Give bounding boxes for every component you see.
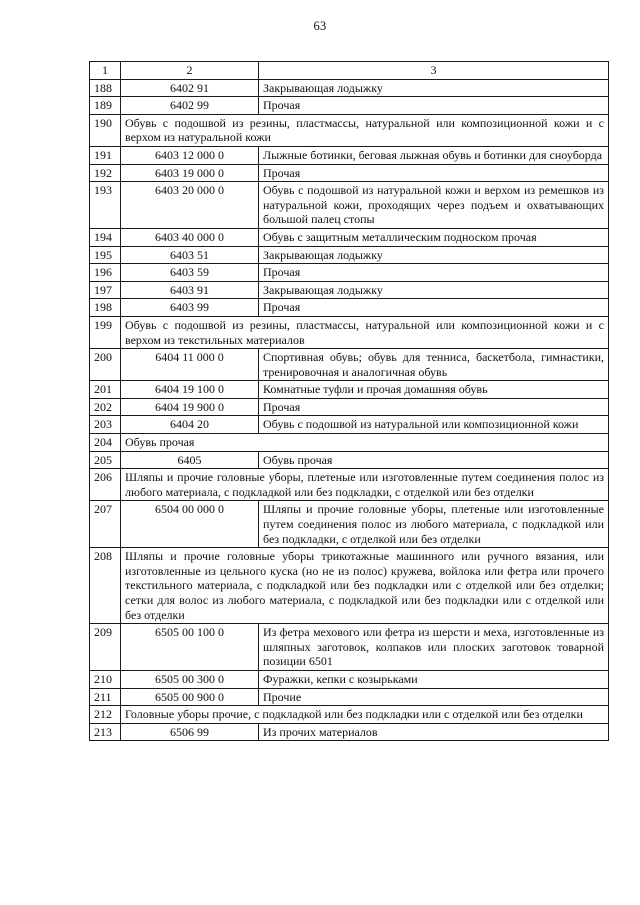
row-code: 6403 51: [121, 246, 259, 264]
row-number: 205: [90, 451, 121, 469]
row-code: 6403 12 000 0: [121, 146, 259, 164]
row-code: 6404 19 100 0: [121, 381, 259, 399]
row-number: 199: [90, 316, 121, 348]
header-col-3: 3: [259, 62, 609, 80]
row-code: 6402 91: [121, 79, 259, 97]
row-description: Закрывающая лодыжку: [259, 79, 609, 97]
table-row: [90, 246, 609, 264]
table-row: [90, 146, 609, 164]
table-row: [90, 670, 609, 688]
table-row: [90, 723, 609, 741]
row-number: 195: [90, 246, 121, 264]
row-group-description: Обувь с подошвой из резины, пластмассы, натуральной или композиционной кожи и с верхом из натуральной кожи: [121, 114, 609, 146]
row-code: 6506 99: [121, 723, 259, 741]
row-number: 213: [90, 723, 121, 741]
page-number: 63: [313, 19, 327, 33]
row-group-description: Обувь с подошвой из резины, пластмассы, натуральной или композиционной кожи и с верхом из текстильных материалов: [121, 316, 609, 348]
row-number: 208: [90, 548, 121, 624]
row-number: 196: [90, 264, 121, 282]
table-row: [90, 164, 609, 182]
table-row: [90, 182, 609, 229]
header-col-1: 1: [90, 62, 121, 80]
row-description: Обувь с подошвой из натуральной или композиционной кожи: [259, 416, 609, 434]
row-number: 204: [90, 434, 121, 452]
row-description: Обувь прочая: [259, 451, 609, 469]
row-code: 6403 20 000 0: [121, 182, 259, 229]
row-description: Прочая: [259, 97, 609, 115]
row-code: 6403 59: [121, 264, 259, 282]
row-description: Прочие: [259, 688, 609, 706]
table-header-row: [90, 62, 609, 80]
row-code: 6404 20: [121, 416, 259, 434]
row-number: 192: [90, 164, 121, 182]
table-row: [90, 281, 609, 299]
row-description: Прочая: [259, 264, 609, 282]
row-code: 6505 00 100 0: [121, 624, 259, 671]
row-code: 6404 11 000 0: [121, 349, 259, 381]
row-number: 212: [90, 706, 121, 724]
row-description: Комнатные туфли и прочая домашняя обувь: [259, 381, 609, 399]
row-code: 6505 00 300 0: [121, 670, 259, 688]
row-number: 200: [90, 349, 121, 381]
row-number: 210: [90, 670, 121, 688]
row-number: 206: [90, 469, 121, 501]
row-description: Прочая: [259, 164, 609, 182]
row-description: Закрывающая лодыжку: [259, 246, 609, 264]
table-row: [90, 228, 609, 246]
table-row: [90, 398, 609, 416]
row-number: 203: [90, 416, 121, 434]
row-description: Обувь с защитным металлическим подноском прочая: [259, 228, 609, 246]
row-code: 6402 99: [121, 97, 259, 115]
row-group-description: Обувь прочая: [121, 434, 609, 452]
row-group-description: Головные уборы прочие, с подкладкой или без подкладки или с отделкой или без отделки: [121, 706, 609, 724]
table-row: [90, 688, 609, 706]
row-group-description: Шляпы и прочие головные уборы, плетеные или изготовленные путем соединения полос из любого материала, с подкладкой или без подкладки, с отделкой или без отделки: [121, 469, 609, 501]
row-description: Шляпы и прочие головные уборы, плетеные или изготовленные путем соединения полос из любого материала, с подкладкой или без подкладки, с отделкой или без отделки: [259, 501, 609, 548]
row-code: 6403 19 000 0: [121, 164, 259, 182]
row-number: 188: [90, 79, 121, 97]
row-number: 190: [90, 114, 121, 146]
table-row: [90, 548, 609, 624]
header-col-2: 2: [121, 62, 259, 80]
row-number: 207: [90, 501, 121, 548]
table-row: [90, 299, 609, 317]
row-description: Обувь с подошвой из натуральной кожи и верхом из ремешков из натуральной кожи, проходящих через подъем и охватывающих большой палец стопы: [259, 182, 609, 229]
row-number: 197: [90, 281, 121, 299]
row-number: 202: [90, 398, 121, 416]
row-description: Закрывающая лодыжку: [259, 281, 609, 299]
row-number: 193: [90, 182, 121, 229]
table-row: [90, 97, 609, 115]
row-code: 6405: [121, 451, 259, 469]
table-row: [90, 469, 609, 501]
row-description: Фуражки, кепки с козырьками: [259, 670, 609, 688]
table-row: [90, 349, 609, 381]
table-row: [90, 706, 609, 724]
table-row: [90, 451, 609, 469]
row-code: 6505 00 900 0: [121, 688, 259, 706]
row-code: 6403 40 000 0: [121, 228, 259, 246]
row-number: 191: [90, 146, 121, 164]
row-description: Из прочих материалов: [259, 723, 609, 741]
row-code: 6403 99: [121, 299, 259, 317]
row-group-description: Шляпы и прочие головные уборы трикотажные машинного или ручного вязания, или изготовленные из цельного куска (но не из полос) кружева, войлока или фетра или прочего текстильного материала, с подкладкой или без подкладки или с отделкой или без отделки; сетки для волос из любого материала, с подкладкой или без подкладки или с отделкой или без отделки: [121, 548, 609, 624]
row-description: Прочая: [259, 299, 609, 317]
row-description: Из фетра мехового или фетра из шерсти и меха, изготовленные из шляпных заготовок, колпаков или плоских заготовок товарной позиции 6501: [259, 624, 609, 671]
row-number: 194: [90, 228, 121, 246]
row-description: Лыжные ботинки, беговая лыжная обувь и ботинки для сноуборда: [259, 146, 609, 164]
row-code: 6504 00 000 0: [121, 501, 259, 548]
table-row: [90, 264, 609, 282]
table-row: [90, 624, 609, 671]
table-row: [90, 501, 609, 548]
row-number: 189: [90, 97, 121, 115]
row-number: 211: [90, 688, 121, 706]
row-description: Спортивная обувь; обувь для тенниса, баскетбола, гимнастики, тренировочная и аналогичная обувь: [259, 349, 609, 381]
table-row: [90, 316, 609, 348]
row-code: 6403 91: [121, 281, 259, 299]
goods-table: [89, 61, 609, 741]
table-row: [90, 381, 609, 399]
row-number: 201: [90, 381, 121, 399]
table-row: [90, 434, 609, 452]
row-description: Прочая: [259, 398, 609, 416]
row-number: 198: [90, 299, 121, 317]
row-code: 6404 19 900 0: [121, 398, 259, 416]
table-row: [90, 416, 609, 434]
table-row: [90, 79, 609, 97]
table-row: [90, 114, 609, 146]
row-number: 209: [90, 624, 121, 671]
